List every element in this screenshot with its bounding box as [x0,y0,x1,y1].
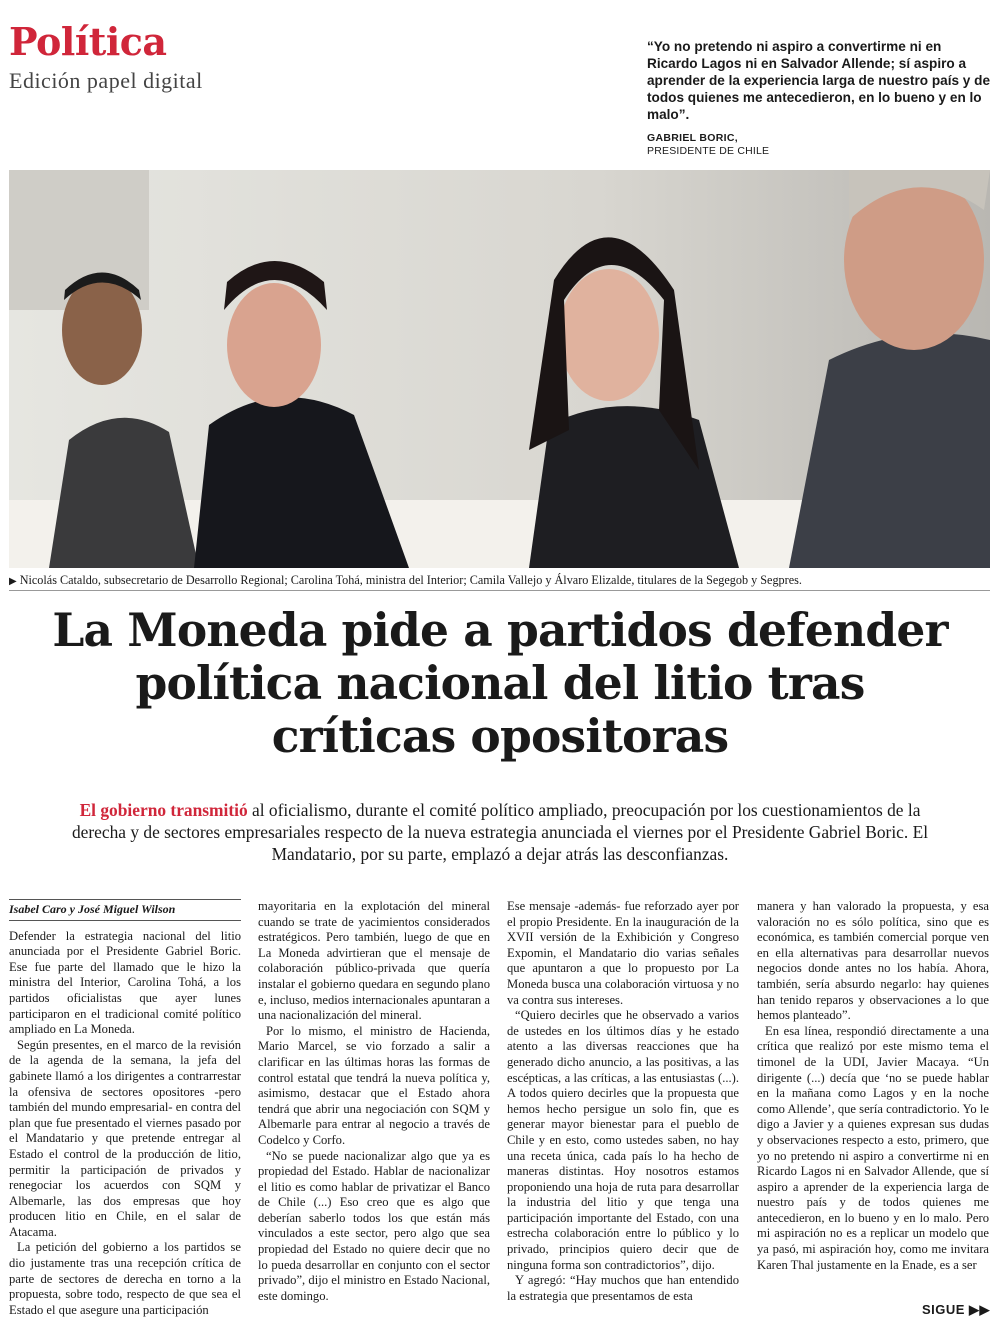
article-column-4 [757,899,989,1273]
paragraph: Por lo mismo, el ministro de Hacienda, Mario Marcel, se vio forzado a salir a clarificar en las últimas horas las formas de control estatal que tendrá la nueva política y, asimismo, destacar que el Estado ahora tendrá que abrir una negociación con SQM y Albemarle para entrar al negocio a través de Codelco y Corfo. [258,1023,490,1147]
paragraph: La petición del gobierno a los partidos se dio justamente tras una recepción crítica de parte de sectores de derecha en torno a la propuesta, sobre todo, respecto de que sea el Estado el que asegure una participación [9,1240,241,1317]
caption-divider [9,590,990,591]
lede-kicker: El gobierno transmitió [79,800,248,820]
continue-link[interactable]: SIGUE ▶▶ [921,1302,990,1317]
lede [60,799,940,865]
section-title: Política [9,19,167,64]
pull-quote-role: PRESIDENTE DE CHILE [647,145,770,157]
article-column-1 [9,899,241,1318]
photo-caption [9,573,990,589]
pull-quote-name: GABRIEL BORIC, [647,132,738,144]
paragraph: “Quiero decirles que he observado a varios de ustedes en los últimos días y he estado atento a las diversas reacciones que ha generado dicho anuncio, a las positivas, a las escépticas, a las críticas, a las entusiastas (...). A todos quiero decirles que la propuesta que hemos hecho persigue un solo fin, que es generar mayor bienestar para el pueblo de Chile y en esto, como ustedes saben, no hay una receta única, cada país lo ha hecho de maneras distintas. Hoy nosotros estamos proponiendo una hoja de ruta para desarrollar la industria del litio y que tenga una participación importante del Estado, con una estrecha colaboración entre lo público y lo privado, principios quiero decir que de ninguna forma son contradictorios”, dijo. [507,1008,739,1272]
byline: Isabel Caro y José Miguel Wilson [9,899,241,921]
headline: La Moneda pide a partidos defender política nacional del litio tras críticas opositoras [52,603,948,763]
paragraph: “No se puede nacionalizar algo que ya es propiedad del Estado. Hablar de nacionalizar el litio es como hablar de privatizar el Banco de Chile (...) Eso creo que es algo que deberían saberlo todos los que están más vinculados a este sector, pero algo que sea propiedad del Estado no quiere decir que no lo pueda desarrollar en conjunto con el sector privado”, dijo el ministro en Estado Nacional, este domingo. [258,1148,490,1303]
paragraph: manera y han valorado la propuesta, y esa valoración no es sólo política, sino que es económica, es también comercial porque ven en ella alternativas para desarrollar nuevos negocios donde antes no los había. Ahora, también, sería absurdo negarlo: hay quienes han tenido reparos y observaciones a lo que hemos planteado”. [757,899,989,1023]
paragraph: Y agregó: “Hay muchos que han entendido la estrategia que presentamos de esta [507,1273,739,1303]
pull-quote [647,38,992,157]
paragraph: Defender la estrategia nacional del litio anunciada por el Presidente Gabriel Boric. Ese fue parte del llamado que le hizo la ministra del Interior, Carolina Tohá, a los partidos oficialistas que ayer lunes participaron en el tradicional comité político ampliado en La Moneda. [9,928,241,1037]
paragraph: mayoritaria en la explotación del mineral cuando se trate de yacimientos considerados estratégicos. Pero también, luego de que en La Moneda advirtieran que el mensaje de colaboración público-privada que quería instalar el gobierno quedara en segundo plano e, incluso, medios internacionales apuntaran a una nacionalización del mineral. [258,899,490,1023]
news-photo [9,170,990,568]
paragraph: En esa línea, respondió directamente a una crítica que realizó por este mismo tema el timonel de la UDI, Javier Macaya. “Un dirigente (...) decía que ‘no se puede hablar en la mañana como Lagos y en la noche como Allende’, que sería contradictorio. Yo le digo a Javier y a quienes expresan sus dudas y observaciones respecto a esto, primero, que yo no pretendo ni aspiro a convertirme ni en Ricardo Lagos ni en Salvador Allende, que sí aspiro a aprender de la experiencia larga de nuestro país y de todos quienes me antecedieron, en lo bueno y en lo malo. Pero mi aspiración no es a replicar un modelo que ya pasó, mi aspiración hoy, como me invitara Karen Thal justamente en la Enade, es a ser [757,1023,989,1272]
photo-caption-text: Nicolás Cataldo, subsecretario de Desarrollo Regional; Carolina Tohá, ministra del Interior; Camila Vallejo y Álvaro Elizalde, titulares de la Segegob y Segpres. [19,573,802,587]
lede-text: al oficialismo, durante el comité político ampliado, preocupación por los cuestionamientos de la derecha y de sectores empresariales respecto de la nueva estrategia anunciada el viernes por el Presidente Gabriel Boric. El Mandatario, por su parte, emplazó a dejar atrás las desconfianzas. [71,800,929,864]
pull-quote-text: “Yo no pretendo ni aspiro a convertirme ni en Ricardo Lagos ni en Salvador Allende; sí aspiro a aprender de la experiencia larga de nuestro país y de todos quienes me antecedieron, en lo bueno y en lo malo”. [647,39,991,122]
article-column-3 [507,899,739,1304]
paragraph: Ese mensaje -además- fue reforzado ayer por el propio Presidente. En la inauguración de la XVII versión de la Exhibición y Congreso Expomin, el Mandatario dio varias señales que apuntaron a que lo propuesto por La Moneda busca una colaboración virtuosa y no va contra sus intereses. [507,899,739,1007]
caption-arrow-icon: ▶ [9,576,17,587]
edition-label: Edición papel digital [9,68,203,93]
article-column-2 [258,899,490,1304]
paragraph: Según presentes, en el marco de la revisión de la agenda de la semana, la jefa del gabinete llamó a los dirigentes a contrarrestar la ofensiva de sectores opositores -pero también del mundo empresarial- en contra del plan que fue presentado el viernes pasado por el Mandatario y que pretende entregar al Estado el control de la producción de litio, permitir la participación de privados y renegociar los acuerdos con SQM y Albemarle, las dos empresas que hoy producen litio en Chile, en el salar de Atacama. [9,1037,241,1239]
